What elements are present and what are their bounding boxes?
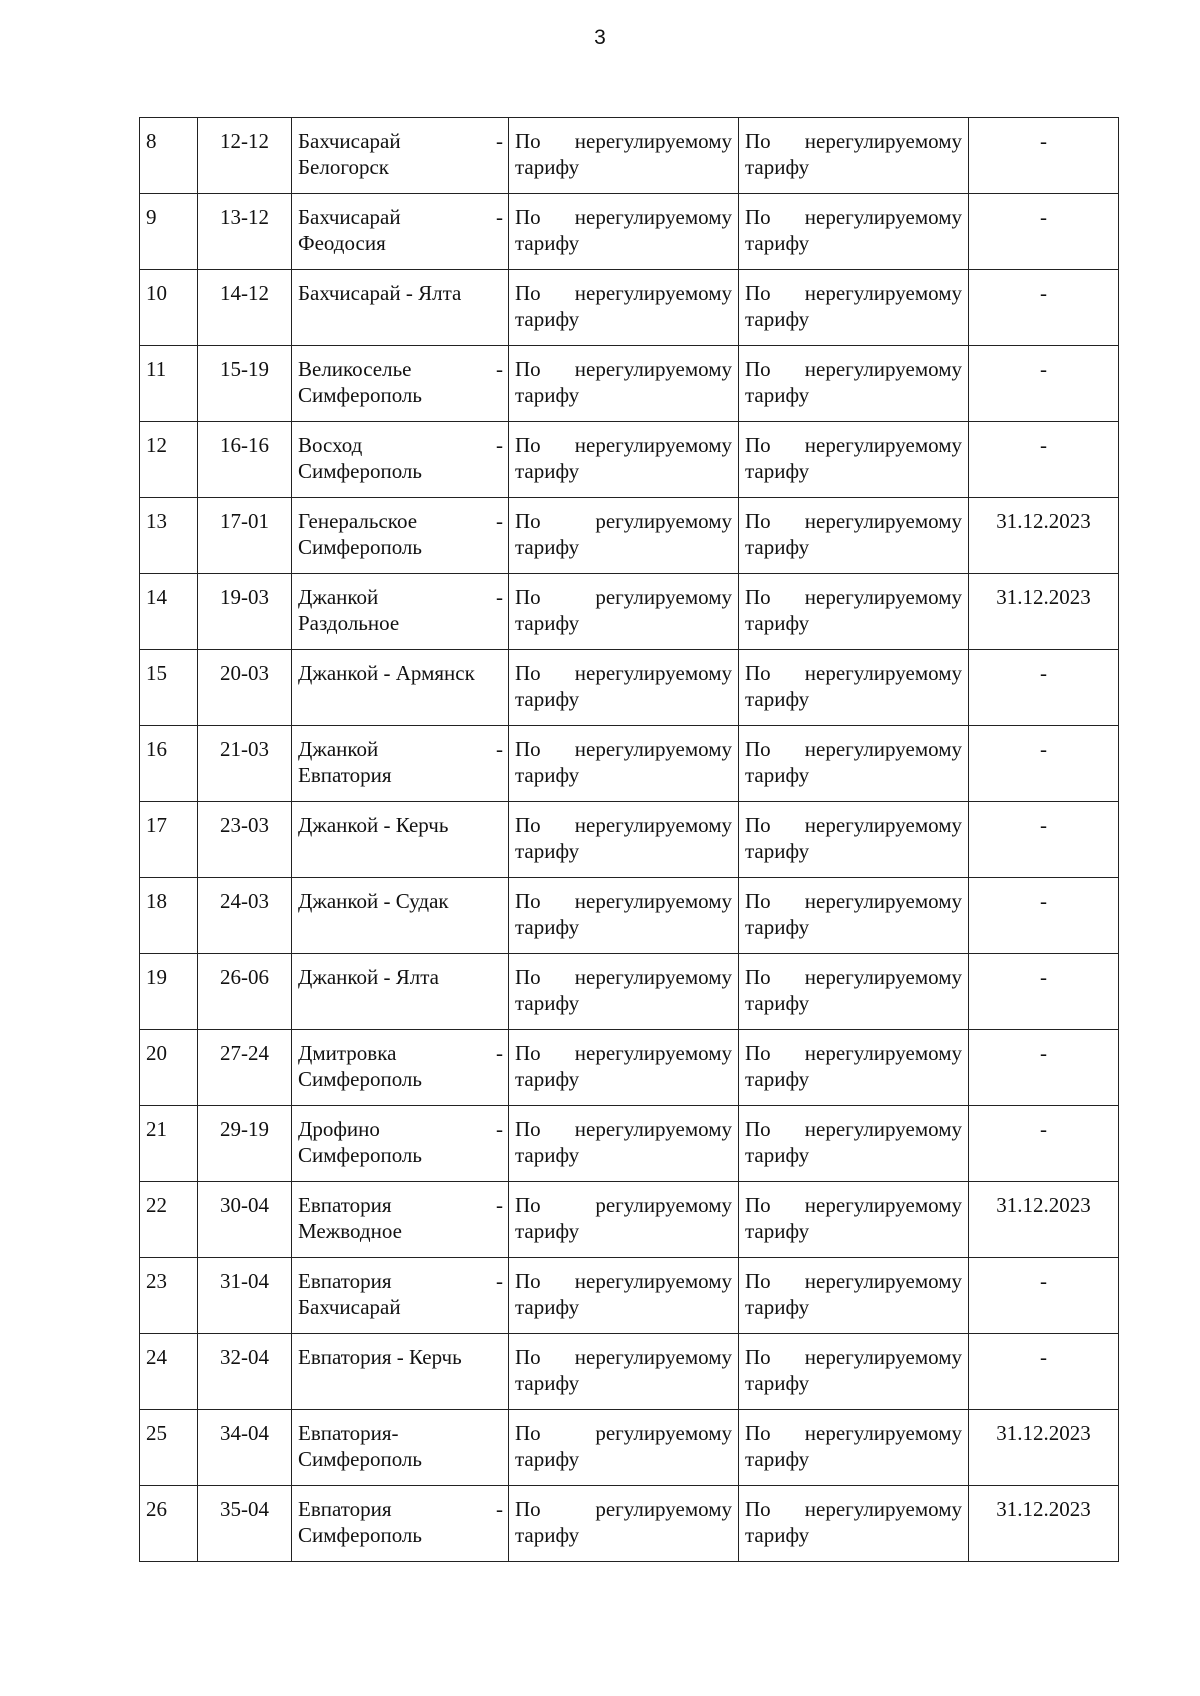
route-code: 19-03 bbox=[198, 574, 292, 650]
route-name-line1: Евпатория- bbox=[298, 1421, 399, 1445]
route-code: 27-24 bbox=[198, 1030, 292, 1106]
end-date: 31.12.2023 bbox=[969, 1410, 1119, 1486]
route-name-line1: Евпатория bbox=[298, 1269, 392, 1293]
route-code: 35-04 bbox=[198, 1486, 292, 1562]
end-date: - bbox=[969, 194, 1119, 270]
table-row bbox=[140, 1030, 1119, 1106]
tariff-passenger: По нерегулируемому тарифу bbox=[509, 1334, 739, 1410]
end-date: - bbox=[969, 650, 1119, 726]
tariff-passenger: По нерегулируемому тарифу bbox=[509, 878, 739, 954]
tariff-passenger: По регулируемому тарифу bbox=[509, 574, 739, 650]
row-number: 13 bbox=[140, 498, 198, 574]
tariff-passenger: По нерегулируемому тарифу bbox=[509, 118, 739, 194]
row-number: 8 bbox=[140, 118, 198, 194]
route-name bbox=[292, 954, 509, 1030]
row-number: 23 bbox=[140, 1258, 198, 1334]
route-name bbox=[292, 1106, 509, 1182]
tariff-baggage: По нерегулируемому тарифу bbox=[739, 1486, 969, 1562]
end-date: - bbox=[969, 422, 1119, 498]
end-date: - bbox=[969, 1334, 1119, 1410]
tariff-passenger: По нерегулируемому тарифу bbox=[509, 650, 739, 726]
tariff-passenger: По нерегулируемому тарифу bbox=[509, 194, 739, 270]
route-code: 30-04 bbox=[198, 1182, 292, 1258]
route-name-line1: Джанкой bbox=[298, 737, 379, 761]
route-name bbox=[292, 1486, 509, 1562]
tariff-baggage: По нерегулируемому тарифу bbox=[739, 422, 969, 498]
end-date: - bbox=[969, 270, 1119, 346]
tariff-baggage: По нерегулируемому тарифу bbox=[739, 194, 969, 270]
route-code: 16-16 bbox=[198, 422, 292, 498]
tariff-baggage: По нерегулируемому тарифу bbox=[739, 802, 969, 878]
route-name bbox=[292, 498, 509, 574]
row-number: 15 bbox=[140, 650, 198, 726]
route-name bbox=[292, 574, 509, 650]
route-code: 21-03 bbox=[198, 726, 292, 802]
route-name bbox=[292, 802, 509, 878]
end-date: - bbox=[969, 118, 1119, 194]
table-row bbox=[140, 1334, 1119, 1410]
route-name bbox=[292, 650, 509, 726]
tariff-baggage: По нерегулируемому тарифу bbox=[739, 1182, 969, 1258]
row-number: 9 bbox=[140, 194, 198, 270]
end-date: - bbox=[969, 954, 1119, 1030]
route-code: 13-12 bbox=[198, 194, 292, 270]
route-name bbox=[292, 1030, 509, 1106]
row-number: 22 bbox=[140, 1182, 198, 1258]
route-code: 34-04 bbox=[198, 1410, 292, 1486]
routes-table bbox=[139, 117, 1119, 1562]
tariff-baggage: По нерегулируемому тарифу bbox=[739, 1030, 969, 1106]
tariff-baggage: По нерегулируемому тарифу bbox=[739, 498, 969, 574]
route-name-dash: - bbox=[496, 1193, 503, 1217]
table-row bbox=[140, 498, 1119, 574]
route-name-line1: Джанкой - Ялта bbox=[298, 965, 440, 989]
end-date: - bbox=[969, 878, 1119, 954]
table-row bbox=[140, 802, 1119, 878]
route-name-line1: Джанкой bbox=[298, 585, 379, 609]
row-number: 10 bbox=[140, 270, 198, 346]
route-name-line2: Межводное bbox=[298, 1219, 402, 1243]
row-number: 11 bbox=[140, 346, 198, 422]
page-number: 3 bbox=[594, 26, 606, 49]
tariff-baggage: По нерегулируемому тарифу bbox=[739, 1258, 969, 1334]
route-name-line2: Евпатория bbox=[298, 763, 392, 787]
table-row bbox=[140, 1106, 1119, 1182]
routes-table-body bbox=[140, 118, 1119, 1562]
route-name-dash: - bbox=[496, 1269, 503, 1293]
route-name-line1: Евпатория bbox=[298, 1193, 392, 1217]
route-name-line1: Бахчисарай bbox=[298, 129, 401, 153]
route-name bbox=[292, 346, 509, 422]
row-number: 14 bbox=[140, 574, 198, 650]
route-name-line1: Джанкой - Керчь bbox=[298, 813, 449, 837]
route-name-line2: Симферополь bbox=[298, 1143, 422, 1167]
route-name-line1: Джанкой - Судак bbox=[298, 889, 449, 913]
row-number: 12 bbox=[140, 422, 198, 498]
route-name-dash: - bbox=[496, 433, 503, 457]
route-name-dash: - bbox=[496, 357, 503, 381]
tariff-passenger: По нерегулируемому тарифу bbox=[509, 802, 739, 878]
tariff-baggage: По нерегулируемому тарифу bbox=[739, 1334, 969, 1410]
tariff-baggage: По нерегулируемому тарифу bbox=[739, 118, 969, 194]
route-code: 24-03 bbox=[198, 878, 292, 954]
tariff-passenger: По регулируемому тарифу bbox=[509, 1486, 739, 1562]
tariff-passenger: По нерегулируемому тарифу bbox=[509, 346, 739, 422]
route-name bbox=[292, 422, 509, 498]
row-number: 17 bbox=[140, 802, 198, 878]
tariff-passenger: По нерегулируемому тарифу bbox=[509, 270, 739, 346]
route-name bbox=[292, 194, 509, 270]
route-name-line1: Великоселье bbox=[298, 357, 412, 381]
tariff-passenger: По нерегулируемому тарифу bbox=[509, 422, 739, 498]
row-number: 25 bbox=[140, 1410, 198, 1486]
tariff-baggage: По нерегулируемому тарифу bbox=[739, 650, 969, 726]
route-name-line1: Евпатория - Керчь bbox=[298, 1345, 462, 1369]
tariff-passenger: По регулируемому тарифу bbox=[509, 1410, 739, 1486]
tariff-baggage: По нерегулируемому тарифу bbox=[739, 270, 969, 346]
route-name-line1: Восход bbox=[298, 433, 363, 457]
route-name-line1: Бахчисарай bbox=[298, 205, 401, 229]
route-name-line1: Дмитровка bbox=[298, 1041, 397, 1065]
tariff-baggage: По нерегулируемому тарифу bbox=[739, 1410, 969, 1486]
table-row bbox=[140, 1258, 1119, 1334]
row-number: 24 bbox=[140, 1334, 198, 1410]
end-date: - bbox=[969, 346, 1119, 422]
route-name-line1: Джанкой - Армянск bbox=[298, 661, 475, 685]
row-number: 19 bbox=[140, 954, 198, 1030]
tariff-baggage: По нерегулируемому тарифу bbox=[739, 1106, 969, 1182]
table-row bbox=[140, 1182, 1119, 1258]
route-name-line2: Раздольное bbox=[298, 611, 400, 635]
route-code: 32-04 bbox=[198, 1334, 292, 1410]
route-code: 31-04 bbox=[198, 1258, 292, 1334]
route-name bbox=[292, 878, 509, 954]
tariff-passenger: По нерегулируемому тарифу bbox=[509, 726, 739, 802]
route-name-line1: Дрофино bbox=[298, 1117, 380, 1141]
route-name-line2: Бахчисарай bbox=[298, 1295, 401, 1319]
table-row bbox=[140, 650, 1119, 726]
end-date: - bbox=[969, 1258, 1119, 1334]
tariff-passenger: По нерегулируемому тарифу bbox=[509, 1106, 739, 1182]
route-name-dash: - bbox=[496, 509, 503, 533]
tariff-passenger: По регулируемому тарифу bbox=[509, 1182, 739, 1258]
end-date: - bbox=[969, 1030, 1119, 1106]
table-row bbox=[140, 346, 1119, 422]
route-name-line2: Феодосия bbox=[298, 231, 386, 255]
route-code: 29-19 bbox=[198, 1106, 292, 1182]
end-date: 31.12.2023 bbox=[969, 1182, 1119, 1258]
end-date: 31.12.2023 bbox=[969, 1486, 1119, 1562]
route-name-dash: - bbox=[496, 1117, 503, 1141]
end-date: 31.12.2023 bbox=[969, 574, 1119, 650]
route-name-line2: Симферополь bbox=[298, 535, 422, 559]
route-name bbox=[292, 1410, 509, 1486]
route-code: 20-03 bbox=[198, 650, 292, 726]
row-number: 20 bbox=[140, 1030, 198, 1106]
tariff-baggage: По нерегулируемому тарифу bbox=[739, 726, 969, 802]
route-name-dash: - bbox=[496, 1497, 503, 1521]
row-number: 16 bbox=[140, 726, 198, 802]
tariff-passenger: По нерегулируемому тарифу bbox=[509, 954, 739, 1030]
row-number: 18 bbox=[140, 878, 198, 954]
route-name-line2: Симферополь bbox=[298, 1523, 422, 1547]
tariff-baggage: По нерегулируемому тарифу bbox=[739, 346, 969, 422]
table-row bbox=[140, 118, 1119, 194]
route-name-dash: - bbox=[496, 205, 503, 229]
row-number: 26 bbox=[140, 1486, 198, 1562]
tariff-passenger: По нерегулируемому тарифу bbox=[509, 1030, 739, 1106]
table-row bbox=[140, 422, 1119, 498]
route-name bbox=[292, 726, 509, 802]
route-name-line1: Генеральское bbox=[298, 509, 418, 533]
route-name-dash: - bbox=[496, 737, 503, 761]
table-row bbox=[140, 726, 1119, 802]
row-number: 21 bbox=[140, 1106, 198, 1182]
route-name-dash: - bbox=[496, 1041, 503, 1065]
route-name-line2: Симферополь bbox=[298, 1447, 422, 1471]
route-name bbox=[292, 118, 509, 194]
table-row bbox=[140, 878, 1119, 954]
tariff-baggage: По нерегулируемому тарифу bbox=[739, 878, 969, 954]
tariff-passenger: По регулируемому тарифу bbox=[509, 498, 739, 574]
route-name bbox=[292, 270, 509, 346]
table-row bbox=[140, 194, 1119, 270]
route-name bbox=[292, 1182, 509, 1258]
table-row bbox=[140, 1410, 1119, 1486]
route-name-line1: Евпатория bbox=[298, 1497, 392, 1521]
end-date: - bbox=[969, 802, 1119, 878]
route-code: 17-01 bbox=[198, 498, 292, 574]
route-name bbox=[292, 1258, 509, 1334]
table-row bbox=[140, 1486, 1119, 1562]
tariff-baggage: По нерегулируемому тарифу bbox=[739, 574, 969, 650]
route-name-dash: - bbox=[496, 585, 503, 609]
route-name-line2: Симферополь bbox=[298, 1067, 422, 1091]
route-name-dash: - bbox=[496, 129, 503, 153]
route-name-line2: Симферополь bbox=[298, 459, 422, 483]
route-name bbox=[292, 1334, 509, 1410]
route-name-line2: Белогорск bbox=[298, 155, 389, 179]
route-code: 14-12 bbox=[198, 270, 292, 346]
route-code: 26-06 bbox=[198, 954, 292, 1030]
route-code: 12-12 bbox=[198, 118, 292, 194]
table-row bbox=[140, 574, 1119, 650]
tariff-passenger: По нерегулируемому тарифу bbox=[509, 1258, 739, 1334]
table-row bbox=[140, 270, 1119, 346]
route-code: 23-03 bbox=[198, 802, 292, 878]
table-row bbox=[140, 954, 1119, 1030]
end-date: 31.12.2023 bbox=[969, 498, 1119, 574]
tariff-baggage: По нерегулируемому тарифу bbox=[739, 954, 969, 1030]
route-code: 15-19 bbox=[198, 346, 292, 422]
end-date: - bbox=[969, 1106, 1119, 1182]
route-name-line2: Симферополь bbox=[298, 383, 422, 407]
route-name-line1: Бахчисарай - Ялта bbox=[298, 281, 462, 305]
end-date: - bbox=[969, 726, 1119, 802]
